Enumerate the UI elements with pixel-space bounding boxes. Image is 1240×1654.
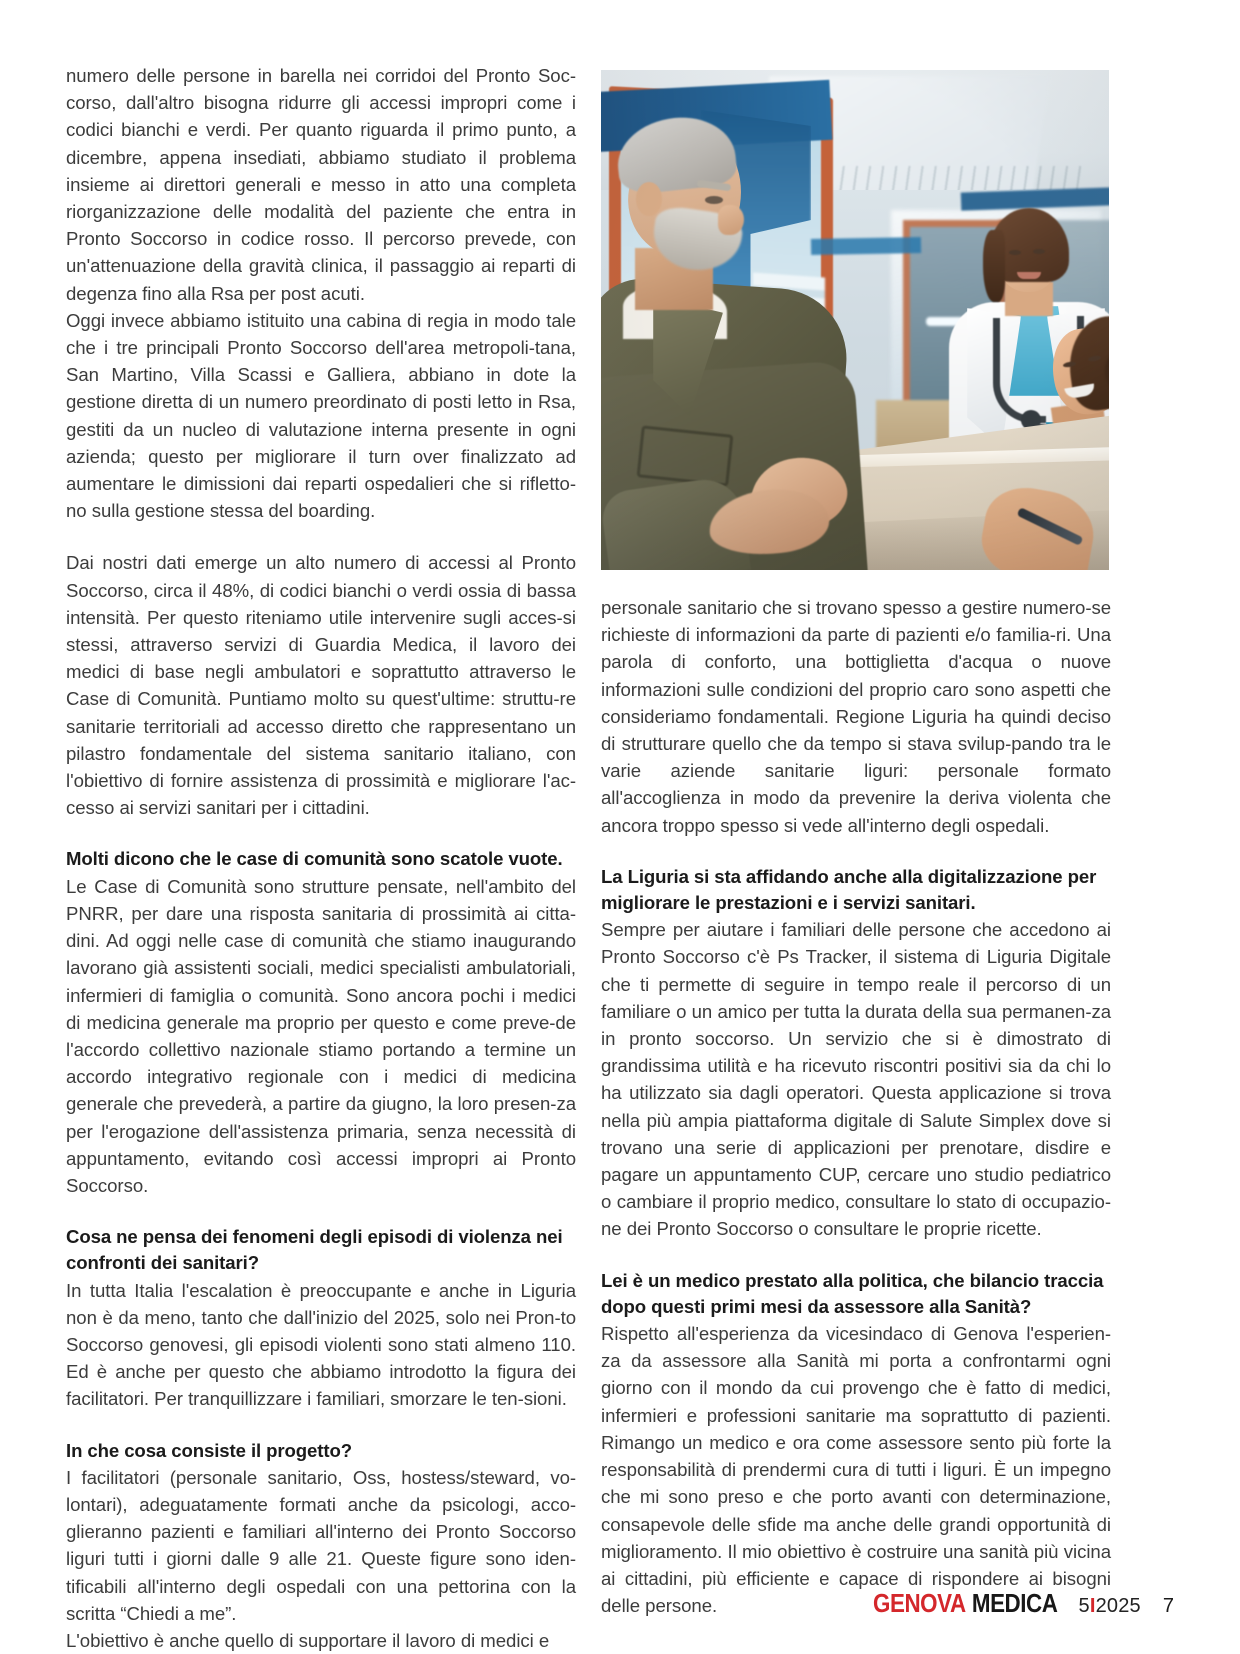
article-photo xyxy=(601,70,1109,570)
body-paragraph-continues: L'obiettivo è anche quello di supportare il lavoro di medici e xyxy=(66,1629,550,1651)
article-column-right xyxy=(601,594,1111,1619)
body-paragraph: Oggi invece abbiamo istituito una cabina di regia in modo tale che i tre principali Pronto Soccorso dell'area metropoli-tana, San Martino, Villa Scassi e Galliera, abbiano in dote la gestione diretta di un numero preordinato di posti letto in Rsa, gestiti da un nucleo di valutazione interna presente in ogni azienda; questo per migliorare il turn over finalizzato ad aumentare le dimissioni dai reparti ospedalieri che si rifletto-no sulla gestione stessa del boarding. xyxy=(66,309,576,522)
interview-answer: In tutta Italia l'escalation è preoccupante e anche in Liguria non è da meno, tanto che dall'inizio del 2025, solo nei Pron-to Soccorso genovesi, gli episodi violenti sono stati almeno 110. Ed è anche per questo che abbiamo introdotto la figura dei facilitatori. Per tranquillizzare i familiari, smorzare le ten-sioni. xyxy=(66,1279,576,1410)
interview-answer: Le Case di Comunità sono strutture pensate, nell'ambito del PNRR, per dare una risposta sanitaria di prossimità ai citta-dini. Ad oggi nelle case di comunità che stiamo inaugurando lavorano già assistenti sociali, medici specialisti ambulatoriali, infermieri di famiglia o comunità. Sono ancora pochi i medici di medicina generale ma proprio per questo e come preve-de l'accordo collettivo nazionale stiamo portando a termine un accordo integrativo regionale con i medici di medicina generale che prevederà, a partire da giugno, la loro presen-za per l'erogazione dell'assistenza primaria, senza necessità di appuntamento, evitando così accessi impropri ai Pronto Soccorso. xyxy=(66,875,576,1196)
brand-name-genova: GENOVA xyxy=(873,1588,966,1618)
brand-name-medica: MEDICA xyxy=(971,1588,1058,1618)
photo-vignette xyxy=(601,70,1109,570)
article-column-left xyxy=(66,62,576,1654)
interview-question: Molti dicono che le case di comunità sono scatole vuote. xyxy=(66,848,563,870)
issue-month: 5 xyxy=(1078,1595,1090,1617)
interview-answer: Rispetto all'esperienza da vicesindaco di Genova l'esperien-za da assessore alla Sanità mi porta a confrontarmi ogni giorno con il mondo da cui provengo che è fatto di medici, infermieri e professioni sanitarie ma soprattutto di pazienti. Rimango un medico e ora come assessore sento più forte la responsabilità di prendermi cura di tutti i liguri. È un impegno che mi sono preso e che porto avanti con determinazione, consapevole delle sfide ma anche delle grandi opportunità di miglioramento. Il mio obiettivo è costruire una sanità più vicina ai cittadini, più efficiente e capace di rispondere ai bisogni delle persone. xyxy=(601,1323,1111,1617)
body-paragraph-continued: personale sanitario che si trovano spesso a gestire numero-se richieste di informazioni da parte di pazienti e/o familia-ri. Una parola di conforto, una bottiglietta d'acqua o nuove informazioni sulle condizioni del proprio caro sono aspetti che consideriamo fondamentali. Regione Liguria ha quindi deciso di strutturare quello che da tempo si stava svilup-pando tra le varie aziende sanitarie liguri: personale formato all'accoglienza in modo da prevenire la deriva violenta che ancora troppo spesso si vede all'interno degli ospedali. xyxy=(601,597,1111,836)
interview-answer: I facilitatori (personale sanitario, Oss, hostess/steward, vo-lontari), adeguatamente formati anche da psicologi, acco-glieranno pazienti e familiari all'interno dei Pronto Soccorso liguri tutti i giorni dalle 9 alle 21. Queste figure sono iden-tificabili all'interno degli ospedali con una pettorina con la scritta “Chiedi a me”. xyxy=(66,1466,576,1624)
issue-separator: I xyxy=(1089,1595,1096,1617)
body-paragraph: numero delle persone in barella nei corridoi del Pronto Soc-corso, dall'altro bisogna ridurre gli accessi impropri come i codici bianchi e verdi. Per quanto riguarda il primo punto, a dicembre, appena insediati, abbiamo studiato il problema insieme ai direttori generali e messo in atto una completa riorganizzazione delle modalità del paziente che entra in Pronto Soccorso in codice rosso. Il percorso prevede, con un'attenuazione della gravità clinica, il passaggio ai reparti di degenza fino alla Rsa per post acuti. xyxy=(66,65,576,304)
interview-answer: Sempre per aiutare i familiari delle persone che accedono ai Pronto Soccorso c'è Ps Tracker, il sistema di Liguria Digitale che ti permette di seguire in tempo reale il percorso di un familiare o un amico per tutta la durata della sua permanen-za in pronto soccorso. Un servizio che si è dimostrato di grandissima utilità e ha ricevuto riscontri positivi sia da chi lo ha utilizzato sia dagli operatori. Questa applicazione si trova nella più ampia piattaforma digitale di Salute Simplex dove si trovano una serie di applicazioni per prenotare, disdire e pagare un appuntamento CUP, cercare uno studio pediatrico o cambiare il proprio medico, consultare lo stato di occupazio-ne dei Pronto Soccorso o consultare le proprie ricette. xyxy=(601,919,1111,1240)
interview-question: Lei è un medico prestato alla politica, che bilancio traccia dopo questi primi mesi da assessore alla Sanità? xyxy=(601,1269,1104,1317)
hospital-reception-illustration xyxy=(601,70,1109,570)
interview-question: Cosa ne pensa dei fenomeni degli episodi di violenza nei confronti dei sanitari? xyxy=(66,1226,563,1274)
publication-brand xyxy=(873,1588,1174,1619)
issue-year: 2025 xyxy=(1095,1595,1141,1617)
body-paragraph: Dai nostri dati emerge un alto numero di accessi al Pronto Soccorso, circa il 48%, di codici bianchi o verdi ossia di bassa intensità. Per questo riteniamo utile intervenire sugli acces-si stessi, attraverso servizi di Guardia Medica, il lavoro dei medici di base negli ambulatori e soprattutto attraverso le Case di Comunità. Puntiamo molto su quest'ultime: struttu-re sanitarie territoriali ad accesso diretto che rappresentano un pilastro fondamentale del sistema sanitario italiano, con l'obiettivo di fornire assistenza di prossimità e migliorare l'ac-cesso ai servizi sanitari per i cittadini. xyxy=(66,552,576,819)
page-number: 7 xyxy=(1162,1595,1174,1617)
interview-question: La Liguria si sta affidando anche alla digitalizzazione per migliorare le prestazioni e i servizi sanitari. xyxy=(601,865,1097,914)
page-footer xyxy=(0,1585,1240,1619)
issue-number xyxy=(1078,1595,1140,1618)
interview-question: In che cosa consiste il progetto? xyxy=(66,1439,352,1461)
